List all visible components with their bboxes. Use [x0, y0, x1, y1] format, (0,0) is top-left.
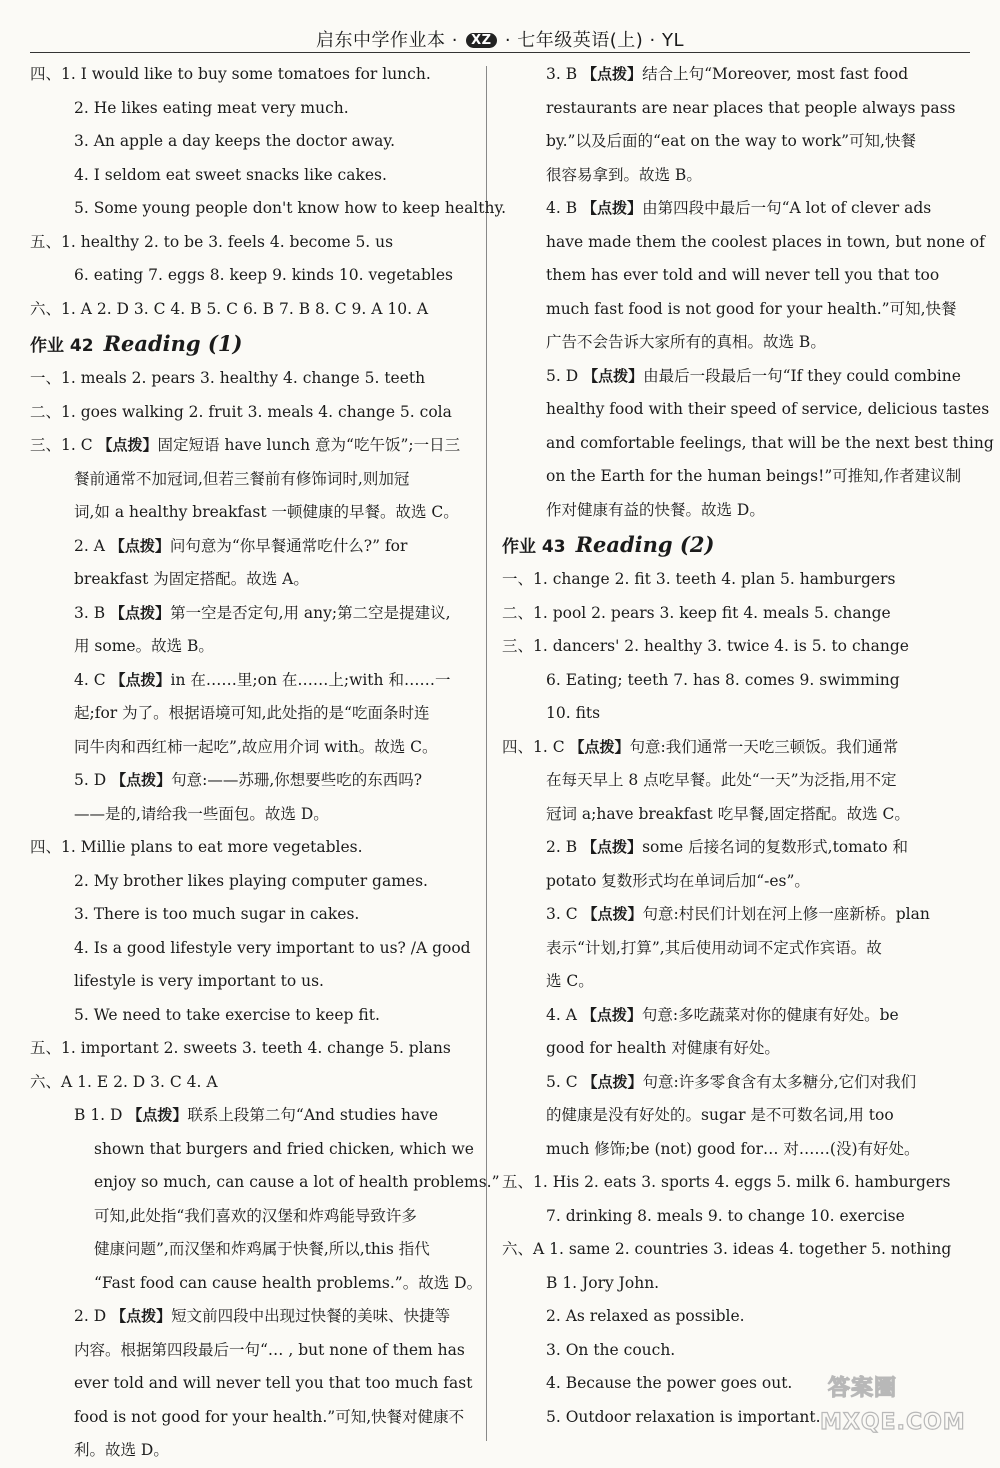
- answer-line: 六、A 1. E 2. D 3. C 4. A: [30, 1072, 218, 1091]
- answer-line: 起;for 为了。根据语境可知,此处指的是“吃面条时连: [74, 704, 430, 722]
- answer-line: 2. As relaxed as possible.: [546, 1307, 745, 1325]
- answer-line: have made them the coolest places in town, but none of: [546, 232, 985, 251]
- answer-line: ever told and will never tell you that too much fast: [74, 1374, 473, 1392]
- hint-marker: 【点拨】: [583, 366, 644, 385]
- answer-line: 3. B 【点拨】第一空是否定句,用 any;第二空是提建议,: [74, 603, 451, 622]
- answer-line: ——是的,请给我一些面包。故选 D。: [74, 804, 329, 823]
- answer-line: shown that burgers and fried chicken, which we: [94, 1139, 474, 1158]
- answer-line: 四、1. Millie plans to eat more vegetables.: [30, 838, 363, 856]
- xz-badge: XZ: [466, 33, 496, 48]
- answer-line: 选 C。: [546, 972, 594, 990]
- answer-line: 的健康是没有好处的。sugar 是不可数名词,用 too: [546, 1106, 894, 1124]
- answer-line: 3. On the couch.: [546, 1340, 676, 1359]
- answer-line: 7. drinking 8. meals 9. to change 10. exercise: [546, 1206, 905, 1225]
- answer-line: good for health 对健康有好处。: [546, 1039, 780, 1057]
- answer-line: 五、1. healthy 2. to be 3. feels 4. become 5. us: [30, 232, 394, 251]
- answer-line: much 修饰;be (not) good for… 对……(没)有好处。: [546, 1139, 920, 1158]
- answer-line: 同牛肉和西红柿一起吃”,故应用介词 with。故选 C。: [74, 737, 438, 756]
- answer-line: B 1. D 【点拨】联系上段第二句“And studies have: [74, 1106, 439, 1124]
- answer-line: 3. B 【点拨】结合上句“Moreover, most fast food: [546, 65, 909, 83]
- hint-marker: 【点拨】: [581, 1005, 642, 1024]
- hint-marker: 【点拨】: [97, 436, 158, 454]
- answer-line: 词,如 a healthy breakfast 一顿健康的早餐。故选 C。: [74, 503, 459, 521]
- answer-line: and comfortable feelings, that will be the next best thing: [546, 433, 994, 452]
- answer-line: 一、1. meals 2. pears 3. healthy 4. change 5. teeth: [30, 369, 426, 387]
- answer-line: 3. There is too much sugar in cakes.: [74, 905, 360, 923]
- answer-line: food is not good for your health.”可知,快餐对健康不: [74, 1407, 465, 1426]
- hint-marker: 【点拨】: [109, 536, 170, 555]
- answer-line: 6. eating 7. eggs 8. keep 9. kinds 10. vegetables: [74, 266, 453, 284]
- answer-line: 5. Some young people don't know how to keep healthy.: [74, 199, 507, 217]
- answer-line: 用 some。故选 B。: [74, 637, 214, 655]
- watermark-line2: MXQE.COM: [820, 1410, 966, 1435]
- answer-line: 2. He likes eating meat very much.: [74, 98, 349, 117]
- answer-line: 3. An apple a day keeps the doctor away.: [74, 132, 396, 150]
- hint-marker: 【点拨】: [127, 1106, 188, 1124]
- answer-line: B 1. Jory John.: [546, 1273, 660, 1292]
- section-label: 作业 42: [30, 336, 94, 356]
- answer-line: 5. D 【点拨】由最后一段最后一句“If they could combine: [546, 366, 961, 385]
- answer-line: 4. Is a good lifestyle very important to us? /A good: [74, 938, 471, 957]
- answer-line: 利。故选 D。: [74, 1441, 169, 1459]
- answer-line: 4. I seldom eat sweet snacks like cakes.: [74, 165, 387, 184]
- answer-line: breakfast 为固定搭配。故选 A。: [74, 570, 309, 588]
- page-header: [30, 0, 970, 53]
- watermark-line1: 答案圈: [828, 1376, 898, 1401]
- answer-line: 4. A 【点拨】句意:多吃蔬菜对你的健康有好处。be: [546, 1005, 899, 1024]
- answer-line: 二、1. goes walking 2. fruit 3. meals 4. change 5. cola: [30, 402, 452, 421]
- hint-marker: 【点拨】: [111, 771, 172, 789]
- answer-line: 六、A 1. same 2. countries 3. ideas 4. together 5. nothing: [502, 1240, 952, 1258]
- answer-line: by.”以及后面的“eat on the way to work”可知,快餐: [546, 132, 916, 150]
- answer-line: 二、1. pool 2. pears 3. keep fit 4. meals 5. change: [502, 603, 891, 622]
- answer-line: 4. B 【点拨】由第四段中最后一句“A lot of clever ads: [546, 199, 932, 217]
- answer-line: 2. B 【点拨】some 后接名词的复数形式,tomato 和: [546, 838, 909, 856]
- hint-marker: 【点拨】: [582, 65, 643, 83]
- right-column: [502, 58, 994, 1434]
- header-title-after: · 七年级英语(上) · YL: [504, 30, 685, 51]
- answer-line: 餐前通常不加冠词,但若三餐前有修饰词时,则加冠: [74, 469, 410, 488]
- answer-line: 冠词 a;have breakfast 吃早餐,固定搭配。故选 C。: [546, 804, 910, 823]
- column-divider: [486, 66, 487, 1441]
- answer-line: lifestyle is very important to us.: [74, 972, 324, 990]
- answer-line: potato 复数形式均在单词后加“-es”。: [546, 871, 810, 890]
- answer-line: 三、1. C 【点拨】固定短语 have lunch 意为“吃午饭”;一日三: [30, 436, 461, 454]
- answer-line: 5. Outdoor relaxation is important.: [546, 1407, 821, 1426]
- hint-marker: 【点拨】: [111, 1307, 172, 1325]
- answer-line: 五、1. important 2. sweets 3. teeth 4. change 5. plans: [30, 1039, 451, 1057]
- hint-marker: 【点拨】: [582, 1072, 643, 1091]
- answer-line: 2. A 【点拨】问句意为“你早餐通常吃什么?” for: [74, 536, 408, 555]
- hint-marker: 【点拨】: [582, 838, 643, 856]
- answer-line: on the Earth for the human beings!”可推知,作者建议制: [546, 467, 962, 485]
- header-title-before: 启东中学作业本 ·: [315, 30, 458, 51]
- answer-line: “Fast food can cause health problems.”。故选 D。: [94, 1273, 483, 1292]
- answer-line: enjoy so much, can cause a lot of health problems.”: [94, 1173, 500, 1191]
- answer-line: them has ever told and will never tell you that too: [546, 266, 940, 284]
- answer-line: 很容易拿到。故选 B。: [546, 165, 702, 184]
- answer-line: 5. We need to take exercise to keep fit.: [74, 1005, 380, 1024]
- hint-marker: 【点拨】: [582, 905, 643, 923]
- answer-line: healthy food with their speed of service, delicious tastes: [546, 400, 990, 418]
- answer-line: 在每天早上 8 点吃早餐。此处“一天”为泛指,用不定: [546, 771, 897, 789]
- answer-line: 10. fits: [546, 704, 601, 722]
- hint-marker: 【点拨】: [569, 737, 630, 756]
- section-title: Reading (2): [575, 532, 715, 557]
- answer-line: 6. Eating; teeth 7. has 8. comes 9. swimming: [546, 670, 900, 689]
- section-heading: [502, 527, 944, 563]
- answer-line: 四、1. C 【点拨】句意:我们通常一天吃三顿饭。我们通常: [502, 737, 899, 756]
- answer-line: 一、1. change 2. fit 3. teeth 4. plan 5. hamburgers: [502, 570, 896, 588]
- section-label: 作业 43: [502, 537, 566, 557]
- header-title: [30, 26, 970, 52]
- answer-line: 五、1. His 2. eats 3. sports 4. eggs 5. milk 6. hamburgers: [502, 1173, 951, 1191]
- answer-line: 四、1. I would like to buy some tomatoes for lunch.: [30, 65, 431, 83]
- answer-line: 作对健康有益的快餐。故选 D。: [546, 500, 765, 519]
- answer-line: 4. C 【点拨】in 在……里;on 在……上;with 和……一: [74, 670, 451, 689]
- answer-line: 3. C 【点拨】句意:村民们计划在河上修一座新桥。plan: [546, 905, 930, 923]
- answer-line: 4. Because the power goes out.: [546, 1374, 793, 1392]
- answer-line: much fast food is not good for your health.”可知,快餐: [546, 299, 957, 318]
- answer-line: 三、1. dancers' 2. healthy 3. twice 4. is 5. to change: [502, 637, 909, 655]
- left-column: [30, 58, 507, 1468]
- answer-line: 六、1. A 2. D 3. C 4. B 5. C 6. B 7. B 8. C 9. A 10. A: [30, 299, 429, 318]
- answer-line: 5. D 【点拨】句意:——苏珊,你想要些吃的东西吗?: [74, 771, 423, 789]
- hint-marker: 【点拨】: [110, 670, 171, 689]
- hint-marker: 【点拨】: [582, 199, 643, 217]
- answer-line: restaurants are near places that people always pass: [546, 98, 956, 117]
- hint-marker: 【点拨】: [110, 603, 171, 622]
- answer-line: 健康问题”,而汉堡和炸鸡属于快餐,所以,this 指代: [94, 1240, 430, 1258]
- answer-line: 表示“计划,打算”,其后使用动词不定式作宾语。故: [546, 938, 882, 957]
- answer-line: 5. C 【点拨】句意:许多零食含有太多糖分,它们对我们: [546, 1072, 917, 1091]
- answer-line: 2. D 【点拨】短文前四段中出现过快餐的美味、快捷等: [74, 1307, 451, 1325]
- answer-line: 可知,此处指“我们喜欢的汉堡和炸鸡能导致许多: [94, 1206, 417, 1225]
- section-heading: [30, 326, 470, 362]
- section-title: Reading (1): [103, 331, 243, 356]
- answer-line: 2. My brother likes playing computer games.: [74, 871, 428, 890]
- watermark-logo: [810, 1361, 966, 1441]
- answer-line: 广告不会告诉大家所有的真相。故选 B。: [546, 333, 826, 351]
- answer-line: 内容。根据第四段最后一句“… , but none of them has: [74, 1340, 465, 1359]
